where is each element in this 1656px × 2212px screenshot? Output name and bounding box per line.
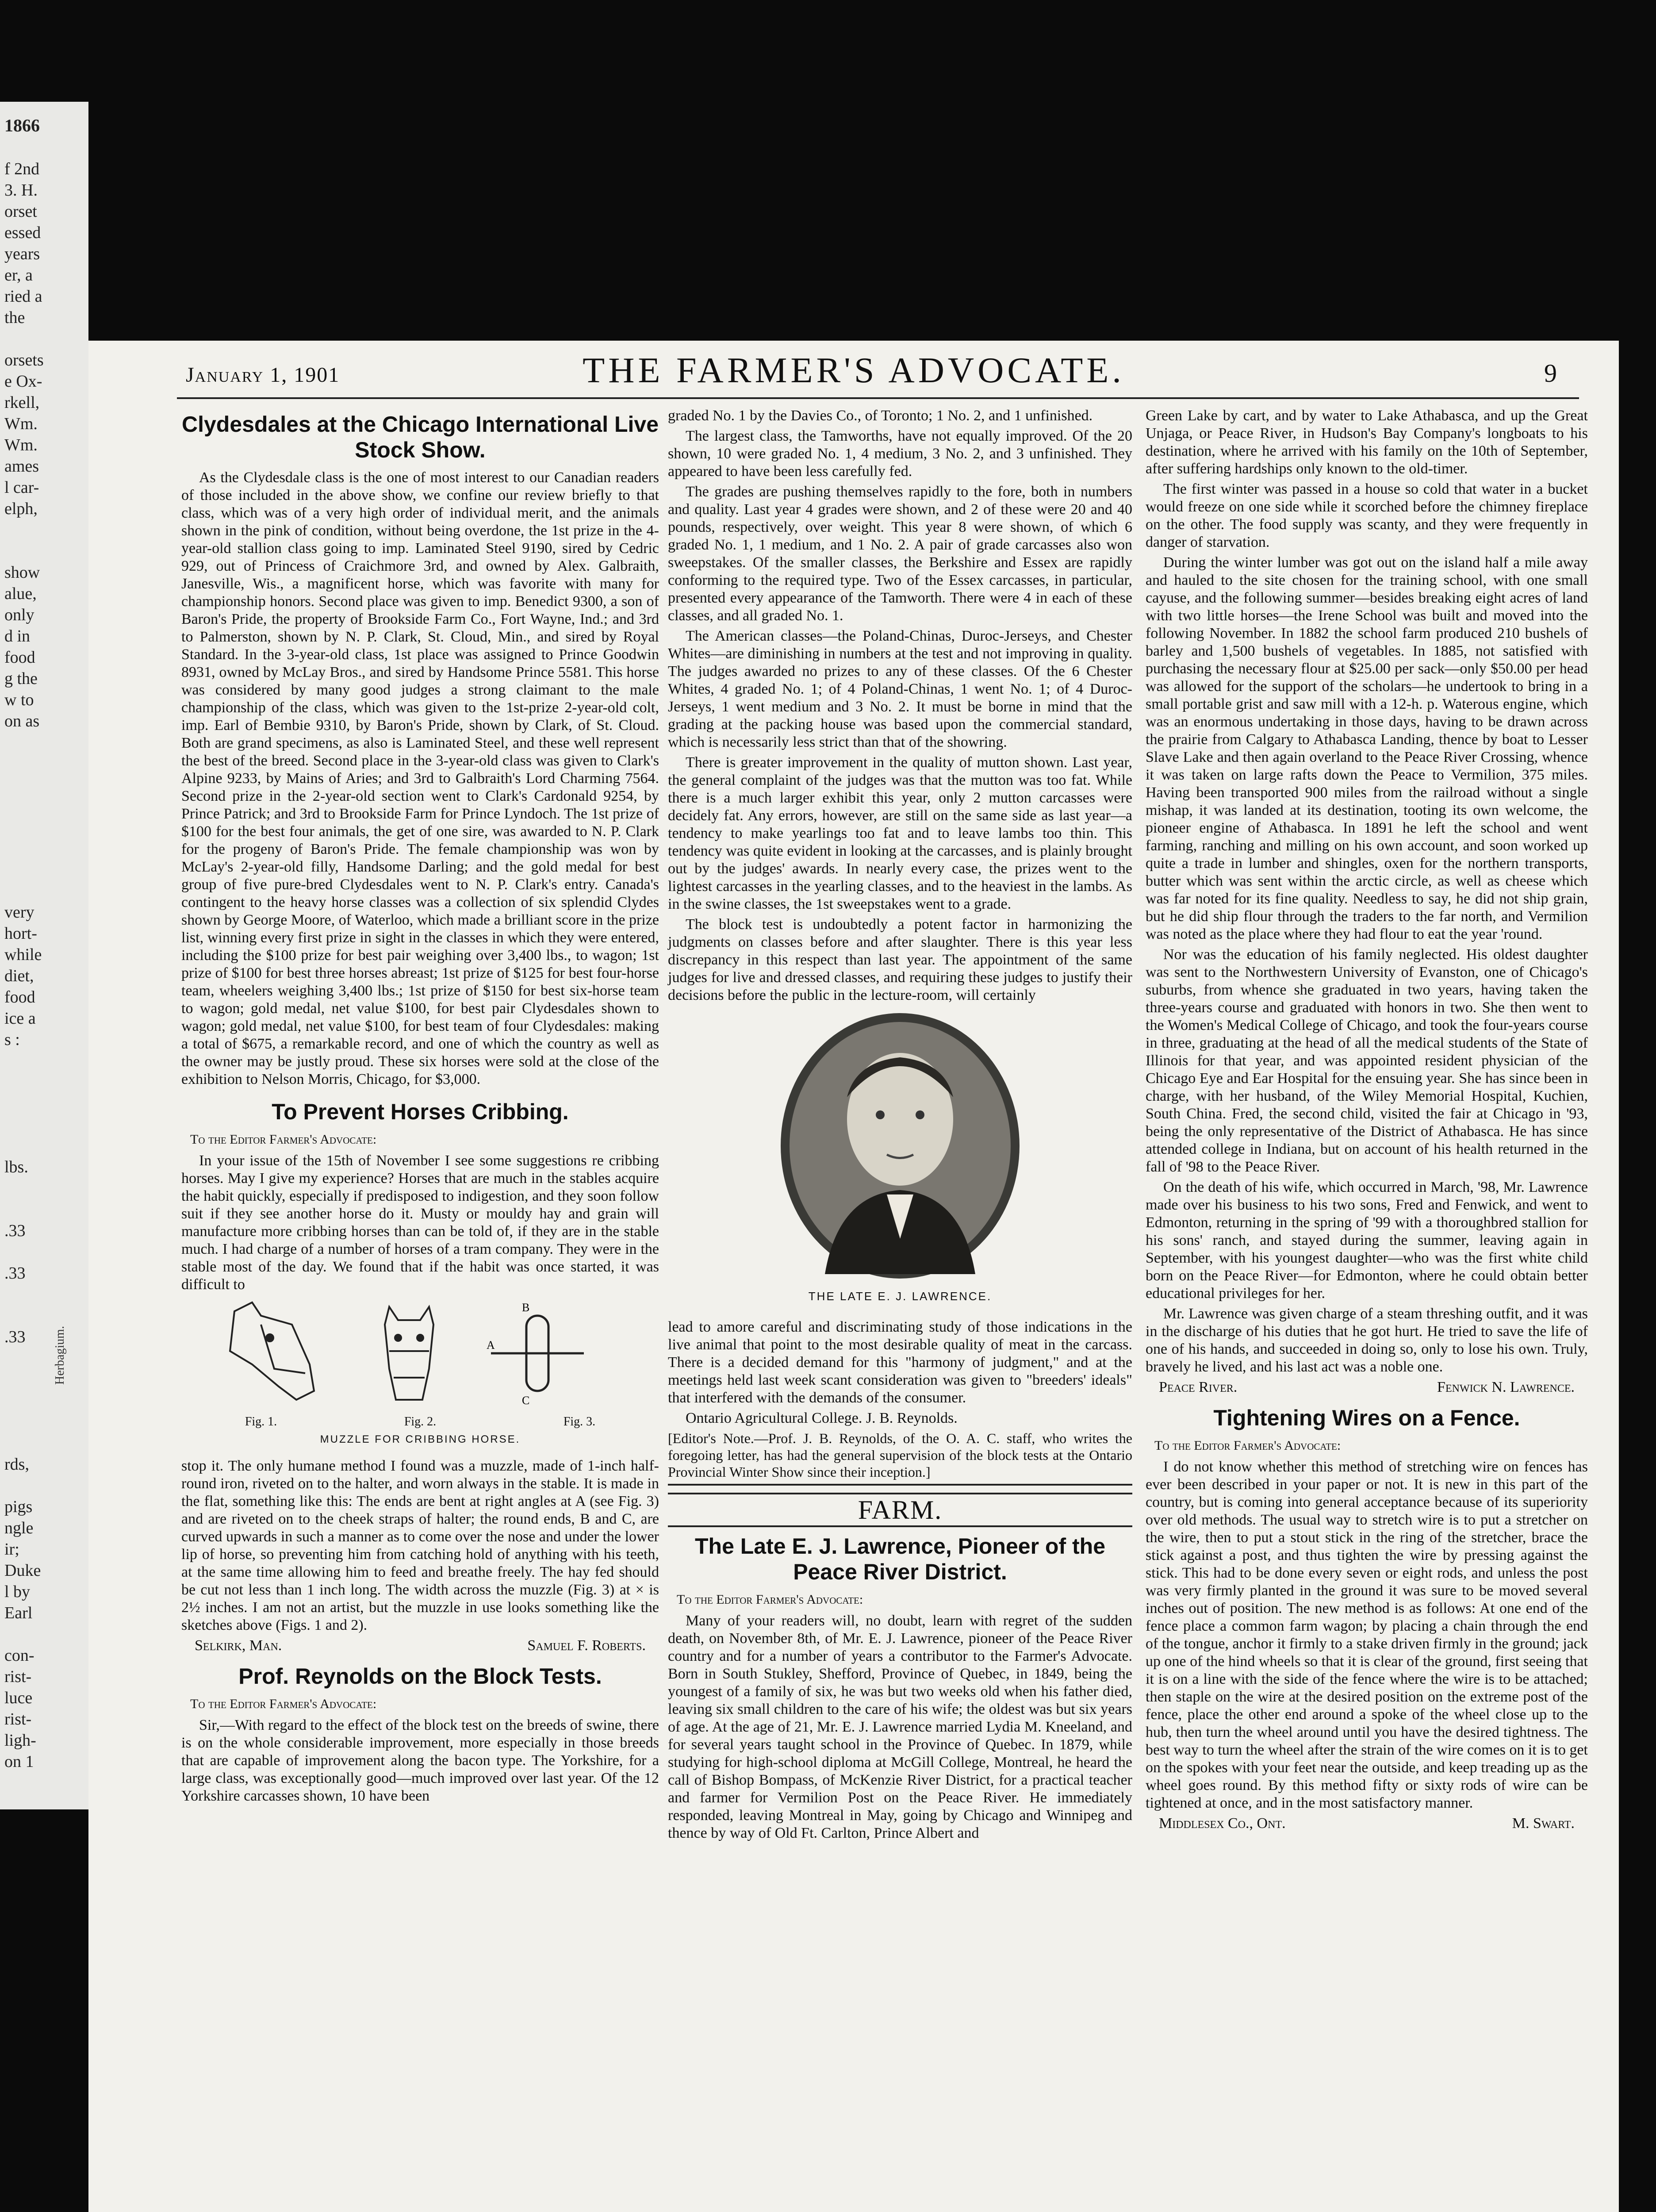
reynolds-continued-6: The block test is undoubtedly a potent factor in harmonizing the judgments on classes before and after slaughter. There is this year less discrepancy in this respect than last year. The appointment of the same judges for live and dressed classes, and requiring these judges to justify their decisions before the public in the lecture-room, will certainly	[668, 916, 1132, 1003]
reynolds-continued-5: There is greater improvement in the quality of mutton shown. Last year, the general complaint of the judges was that the mutton was too fat. While there is a much larger exhibit this year, only 2 mutton carcasses were decidely fat. Any errors, however, are still on the same side as last year—a tendency to make yearlings too fat and to leave lambs too thin. This tendency was quite evident in looking at the carcasses, and is plainly brought out by the judges' awards. In nearly every case, the prizes went to the lightest carcasses in the yearling classes, and to the heaviest in the lambs. As in the swine classes, the 1st sweepstakes went to a grade.	[668, 754, 1132, 912]
lawrence-author: Fenwick N. Lawrence.	[1437, 1379, 1575, 1395]
prev-page-fragment	[0, 1071, 88, 1093]
issue-date: January 1, 1901	[186, 363, 340, 387]
prev-page-fragment: food	[4, 648, 35, 667]
prev-page-fragment	[0, 1390, 88, 1411]
prev-page-fragment	[0, 1624, 88, 1645]
prev-page-fragment: ice a	[4, 1009, 36, 1028]
column-2	[668, 407, 1132, 1845]
prev-page-fragment: on 1	[4, 1752, 34, 1771]
prev-page-fragment: s :	[4, 1030, 20, 1049]
reynolds-continued-7: lead to amore careful and discriminating study of those indications in the live animal that point to the most desirable quality of meat in the carcass. There is a decided demand for this "harmony of judgment," and at the meetings held last week scant consideration was given to "breeders' ideals" that interfered with the demands of the consumer.	[668, 1319, 1132, 1406]
prev-page-fragment: rist-	[4, 1710, 32, 1728]
cribbing-place: Selkirk, Man.	[195, 1637, 282, 1654]
wires-place: Middlesex Co., Ont.	[1159, 1815, 1286, 1832]
fig-1-label: Fig. 1.	[245, 1415, 277, 1429]
wires-salutation: To the Editor Farmer's Advocate:	[1154, 1438, 1341, 1453]
cribbing-article-part1: In your issue of the 15th of November I see some suggestions re cribbing horses. May I give my experience? Horses that are much in the stables acquire the habit quickly, especially if predisposed to indigestion, and they soon follow suit if they see another horse do it. Musty or mouldy hay and grain will manufacture more cribbing horses than can be told of, if they are in the stable much. I had charge of a number of horses of a tram company. They were in the stable most of the day. We found that if the habit was once started, it was difficult to	[181, 1152, 659, 1293]
lawrence-continued-5: On the death of his wife, which occurred in March, '98, Mr. Lawrence made over his business to his two sons, Fred and Fenwick, and went to Edmonton, returning in the spring of '99 with a thoroughbred stallion for his sons' ranch, and stayed during the summer, leaving again in September, with his youngest daughter—who was the first white child born on the Peace River—for Edmonton, where he could obtain better educational privileges for her.	[1146, 1179, 1588, 1302]
prev-page-fragment	[0, 1050, 88, 1071]
reynolds-article: Sir,—With regard to the effect of the block test on the breeds of swine, there is on the whole considerable improvement, more especially in those breeds that are capable of improvement along the bacon type. The Yorkshire, for a large class, was exceptionally good—much improved over last year. Of the 12 Yorkshire carcasses shown, 10 have been	[181, 1717, 659, 1804]
prev-page-fragment	[0, 838, 88, 859]
lawrence-salutation: To the Editor Farmer's Advocate:	[677, 1592, 863, 1607]
prev-page-fragment	[0, 1135, 88, 1156]
prev-page-fragment: .33	[4, 1328, 26, 1346]
portrait-image	[776, 1009, 1024, 1283]
prev-page-fragment	[0, 541, 88, 562]
prev-page-fragment	[0, 1348, 88, 1369]
prev-page-fragment: only	[4, 606, 34, 624]
reynolds-headline: Prof. Reynolds on the Block Tests.	[238, 1664, 602, 1689]
prev-page-fragment: .33	[4, 1221, 26, 1240]
wires-signature	[1146, 1815, 1588, 1832]
prev-page-fragment: d in	[4, 627, 31, 645]
prev-page-fragment	[0, 880, 88, 902]
lawrence-continued-1: Green Lake by cart, and by water to Lake Athabasca, and up the Great Unjaga, or Peace River, in Hudson's Bay Company's longboats to his destination, where he arrived with his family on the 10th of September, after suffering hardships only known to the old-timer.	[1146, 407, 1588, 477]
prev-page-fragment: years	[4, 245, 40, 263]
prev-page-fragment: con-	[4, 1646, 34, 1665]
prev-page-fragment: ames	[4, 457, 39, 476]
prev-page-fragment	[0, 859, 88, 880]
reynolds-signature: Ontario Agricultural College. J. B. Reynolds.	[686, 1410, 958, 1426]
prev-page-text-fragments	[0, 158, 88, 1772]
lawrence-portrait	[668, 1009, 1132, 1305]
prev-page-fragment: ligh-	[4, 1731, 36, 1750]
cribbing-article-part2: stop it. The only humane method I found was a muzzle, made of 1-inch half-round iron, riveted on to the halter, and worn always in the stable. It is made in the flat, something like this: The ends are bent at right angles at A (see Fig. 3) and are riveted on to the cheek straps of halter; the round ends, B and C, are curved upwards in such a manner as to come over the nose and under the lower lip of horse, so preventing him from catching hold of anything with his teeth, at the same time allowing him to feed and breathe freely. The hay fed should be cut not less than 1 inch long. The width across the muzzle (Fig. 3) at × is 2½ inches. I am not an artist, but the muzzle in use looks something like the sketches above (Figs. 1 and 2).	[181, 1458, 659, 1633]
prev-page-fragment	[0, 1199, 88, 1220]
prev-page-fragment	[0, 1284, 88, 1305]
prev-page-fragment: Earl	[4, 1604, 33, 1622]
prev-page-fragment: essed	[4, 223, 41, 242]
prev-page-fragment: f 2nd	[4, 160, 40, 178]
prev-page-fragment: w to	[4, 691, 34, 709]
prev-page-fragment: l car-	[4, 478, 39, 497]
lawrence-continued-3: During the winter lumber was got out on the island half a mile away and hauled to the site chosen for the training school, with one small cayuse, and the following summer—besides breaking eight acres of land with two little horses—the Irene School was built and moved into the following November. In 1882 the school farm produced 210 bushels of barley and 1,500 bushels of vegetables. In 1885, not satisfied with purchasing the necessary flour at $25.00 per sack—only $50.00 per head was allowed for the support of the scholars—he undertook to bring in a small portable grist and saw mill with a 12-h. p. Waterous engine, which was an enormous undertaking in those days, having to be drawn across the prairie from Calgary to Athabasca Landing, thence by boat to Lesser Slave Lake and then again overland to the Peace River Crossing, whence it was taken on large rafts down the Peace to Vermilion, 375 miles. Having been transported 900 miles from the railroad without a single mishap, it was landed at its destination, tooting its own welcome, the pioneer engine of Athabasca. In 1891 he left the school and went farming, ranching and milling on his own account, and soon worked up quite a trade in lumber and shingles, oxen for the northern transports, butter which was sent within the arctic circle, as well as cheese which was far noted for its fine quality. Needless to say, he did not ship grain, but he did ship flour through the traders to the far north, and Vermilion was noted as the place where they had flour to eat the year 'round.	[1146, 554, 1588, 942]
prev-page-fragment	[0, 753, 88, 774]
fig-letter-b: B	[522, 1301, 530, 1314]
prev-page-fragment: orsets	[4, 351, 44, 369]
prev-page-fragment: ried a	[4, 287, 42, 306]
prev-page-fragment	[0, 1475, 88, 1496]
prev-page-rotated-label: Herbagium.	[53, 1326, 67, 1385]
previous-page-edge	[0, 102, 88, 1809]
horse-head-side-figure	[230, 1302, 314, 1400]
prev-page-fragment: hort-	[4, 924, 37, 943]
prev-page-fragment: rist-	[4, 1667, 32, 1686]
prev-page-fragment: ngle	[4, 1519, 34, 1537]
newspaper-page	[88, 341, 1619, 2212]
figure-caption: MUZZLE FOR CRIBBING HORSE.	[320, 1433, 521, 1445]
prev-page-fragment: 3. H.	[4, 181, 38, 200]
publication-title: THE FARMER'S ADVOCATE.	[583, 350, 1125, 390]
masthead-rule	[177, 397, 1579, 399]
prev-page-fragment: food	[4, 988, 35, 1006]
prev-page-fragment: while	[4, 945, 42, 964]
prev-page-fragment: ir;	[4, 1540, 19, 1559]
prev-page-fragment	[0, 1241, 88, 1263]
reynolds-continued-4: The American classes—the Poland-Chinas, Duroc-Jerseys, and Chester Whites—are diminishing in numbers at the test and not improving in quality. The judges awarded no prizes to any of these classes. Of the 6 Chester Whites, 4 graded No. 1; of 4 Poland-Chinas, 1 went No. 1; of 4 Duroc-Jerseys, 1 went medium and 3 No. 2. It must be borne in mind that the grading at the packing house was based upon the commercial standard, which is necessarily less strict than that of the showring.	[668, 628, 1132, 750]
prev-page-fragment: Wm.	[4, 436, 38, 454]
fig-2-label: Fig. 2.	[404, 1415, 437, 1429]
reynolds-continued-1: graded No. 1 by the Davies Co., of Toronto; 1 No. 2, and 1 unfinished.	[668, 407, 1093, 424]
prev-page-fragment	[0, 519, 88, 541]
prev-page-fragment: .33	[4, 1264, 26, 1283]
prev-page-fragment: Duke	[4, 1561, 41, 1580]
prev-page-fragment	[0, 795, 88, 817]
reynolds-continued-2: The largest class, the Tamworths, have not equally improved. Of the 20 shown, 10 were graded No. 1, 4 medium, 3 No. 2, and 3 unfinished. They appeared to have been less carefully fed.	[668, 428, 1132, 480]
prev-page-year: 1866	[4, 115, 40, 135]
prev-page-fragment: show	[4, 563, 40, 582]
prev-page-fragment: er, a	[4, 266, 33, 284]
prev-page-fragment: pigs	[4, 1498, 33, 1516]
horse-head-front-figure	[385, 1307, 433, 1400]
prev-page-fragment: elph,	[4, 499, 38, 518]
cribbing-signature	[181, 1637, 659, 1655]
prev-page-fragment	[0, 1411, 88, 1432]
page-number: 9	[1544, 359, 1557, 388]
prev-page-fragment	[0, 817, 88, 838]
prev-page-fragment: diet,	[4, 967, 34, 985]
prev-page-fragment	[0, 1114, 88, 1135]
prev-page-fragment	[0, 732, 88, 753]
lawrence-continued-2: The first winter was passed in a house so cold that water in a bucket would freeze on one side while it scorched before the chimney fireplace on the other. The food supply was scanty, and they were frequently in danger of starvation.	[1146, 481, 1588, 550]
lawrence-signature	[1146, 1379, 1588, 1396]
prev-page-fragment: very	[4, 903, 34, 922]
prev-page-fragment: Wm.	[4, 415, 38, 433]
wires-headline: Tightening Wires on a Fence.	[1213, 1406, 1520, 1430]
prev-page-fragment: l by	[4, 1582, 31, 1601]
cribbing-salutation: To the Editor Farmer's Advocate:	[190, 1132, 377, 1147]
prev-page-fragment: the	[4, 308, 25, 327]
clydesdale-article: As the Clydesdale class is the one of most interest to our Canadian readers of those included in the above show, we confine our review briefly to that class, which was of a very high order of individual merit, and the animals shown in the pink of condition, without being overdone, the 1st prize in the 4-year-old stallion class going to imp. Laminated Steel 9190, sired by Cedric 929, out of Princess of Craichmore 3rd, and owned by Alex. Galbraith, Janesville, Wis., a magnificent horse, which was favorite with many for championship honors. Second place was given to imp. Benedict 9300, a son of Baron's Pride, the property of Brookside Farm Co., Fort Wayne, Ind.; and 3rd to Palmerston, shown by N. P. Clark, St. Cloud, Min., and sired by Royal Standard. In the 3-year-old class, 1st place was assigned to Prince Goodwin 8931, owned by McLay Bros., and sired by Handsome Prince 5581. This horse was considered by many good judges a strong claimant to the male championship of the class, which was given to the 1st-prize 2-year-old colt, imp. Earl of Bembie 9310, by Baron's Pride, shown by Clark, of St. Cloud. Both are grand specimens, as also is Laminated Steel, and these well represent the best of the breed. Second place in the 3-year-old class was given to Clark's Alpine 9233, by Mains of Aries; and 3rd to Galbraith's Lord Charming 7564. Second prize in the 2-year-old section went to Clark's Cardonald 9254, by Prince Patrick; and 3rd to Brookside Farm for Prince Lyndoch. The 1st prize of $100 for the best four animals, the get of one sire, was awarded to N. P. Clark for the progeny of Baron's Pride. The female championship was won by McLay's 2-year-old filly, Handsome Darling; and the gold medal for best group of five pure-bred Clydesdales went to N. P. Clark's entry. Canada's contingent to the heavy horse classes was a collection of six splendid Clydes shown by George Moore, of Waterloo, which made a brilliant score in the prize list, winning every first prize in sight in the classes in which they were entered, including the $100 prize for best pair weighing over 3,400 lbs., to wagon; 1st prize of $100 for best three horses abreast; 1st prize of $125 for best four-horse team, wheelers weighing 3,400 lbs.; 1st prize of $150 for best six-horse team to wagon; gold medal, net value $100, for best pair Clydesdales shown to wagon; gold medal, net value $100, for best team of four Clydesdales: making a total of $675, a remarkable record, and one of which the country as well as the owner may be justly proud. These six horses were sold at the close of the exhibition to Nelson Morris, Chicago, for $3,000.	[181, 469, 659, 1087]
lawrence-article: Many of your readers will, no doubt, learn with regret of the sudden death, on November 8th, of Mr. E. J. Lawrence, pioneer of the Peace River country and for a number of years a contributor to the Farmer's Advocate. Born in South Stukley, Shefford, Province of Quebec, in 1849, being the youngest of a family of six, he was but two weeks old when his father died, leaving six small children to the care of his wife; the oldest was but six years of age. At the age of 21, Mr. E. J. Lawrence married Lydia M. Kneeland, and for several years taught school in the Province of Quebec. In 1879, while studying for high-school diploma at McGill College, Montreal, he heard the call of Bishop Bompass, of McKenzie River District, for a practical teacher and farmer for Vermilion Post on the Peace River. He immediately responded, leaving Montreal in May, going by Chicago and Winnipeg and thence by way of Old Ft. Carlton, Prince Albert and	[668, 1613, 1132, 1841]
prev-page-fragment: lbs.	[4, 1158, 28, 1176]
column-3	[1146, 407, 1588, 1841]
prev-page-fragment	[0, 1305, 88, 1326]
fig-3-label: Fig. 3.	[563, 1415, 596, 1429]
prev-page-fragment: rkell,	[4, 393, 40, 412]
muzzle-figures	[181, 1298, 659, 1448]
prev-page-fragment: e Ox-	[4, 372, 42, 391]
reynolds-salutation: To the Editor Farmer's Advocate:	[190, 1697, 377, 1711]
prev-page-fragment	[0, 1432, 88, 1454]
muzzle-illustration	[181, 1298, 659, 1409]
prev-page-fragment: luce	[4, 1689, 33, 1707]
column-1	[181, 407, 659, 1808]
muzzle-frame-figure	[491, 1316, 584, 1391]
wires-article: I do not know whether this method of stretching wire on fences has ever been described in your paper or not. It is new in this part of the country, but is coming into general acceptance because of its superiority over old methods. The usual way to stretch wire is to put a stretcher on the wire, then to put a stout stick in the ring of the stretcher, brace the stick against a post, and thus tighten the wire by pressing against the stick. This had to be done every seven or eight rods, and unless the post was very firmly planted in the ground it was sure to be moved several inches out of position. The new method is as follows: At one end of the fence place a common farm wagon; by placing a chain through the end of the tongue, anchor it firmly to a stake driven firmly in the ground; jack up one of the hind wheels so that it is clear of the ground, first seeing that it is on a line with the side of the fence where the wire is to be attached; then staple on the wire at the desired position on the extreme post of the fence, place the other end around a spoke of the wheel close up to the hub, then turn the wheel around until you have the desired tightness. The best way to turn the wheel after the strain of the wire comes on it is to get on the spokes with your feet near the outside, and keep treading up as the wheel goes round. By this method fifty or sixty rods of wire can be tightened at once, and in the most satisfactory manner.	[1146, 1459, 1588, 1811]
prev-page-fragment: alue,	[4, 584, 37, 603]
farm-section-banner: FARM.	[668, 1493, 1132, 1527]
prev-page-fragment	[0, 1178, 88, 1199]
fig-letter-c: C	[522, 1394, 530, 1407]
lawrence-continued-6: Mr. Lawrence was given charge of a steam threshing outfit, and it was in the discharge of his duties that he got hurt. He tried to save the life of one of his hands, and succeeded in doing so, only to lose his own. Truly, bravely he lived, and his last act was a noble one.	[1146, 1306, 1588, 1375]
reynolds-continued-3: The grades are pushing themselves rapidly to the fore, both in numbers and quality. Last year 4 grades were shown, and 2 of these were 20 and 40 pounds, respectively, over weight. This year 8 were shown, of which 6 graded No. 1, 1 medium, and 1 No. 2. A pair of grade carcasses also won sweepstakes. Of the smaller classes, the Berkshire and Essex are rapidly conforming to the required type. Two of the Essex carcasses, in particular, presented every appearance of the Tamworth. There were 4 in each of these classes, and all graded No. 1.	[668, 484, 1132, 624]
lawrence-continued-4: Nor was the education of his family neglected. His oldest daughter was sent to the Northwestern University of Evanston, one of Chicago's suburbs, from whence she graduated in two years, having taken the three-years course and graduated with honors in two. She then went to the Women's Medical College of Chicago, and took the four-years course in three, graduating at the head of all the medical students of the State of Illinois for that year, and was appointed resident physician of the Chicago Eye and Ear Hospital for the ensuing year. She has since been in charge, with her husband, of the Wiley Memorial Hospital, Kuchien, South China. Fred, the second child, visited the fair at Chicago in '93, being the only representative of the District of Athabasca. He has since attended college in Indiana, but on account of his health returned in the fall of '98 to the Peace River.	[1146, 946, 1588, 1175]
fig-letter-a: A	[487, 1339, 495, 1352]
prev-page-fragment: g the	[4, 669, 38, 688]
prev-page-fragment: on as	[4, 712, 40, 730]
wires-author: M. Swart.	[1512, 1815, 1575, 1832]
prev-page-fragment: orset	[4, 202, 37, 221]
prev-page-fragment	[0, 328, 88, 349]
editors-note: [Editor's Note.—Prof. J. B. Reynolds, of the O. A. C. staff, who writes the foregoing letter, has had the general supervision of the block tests at the Ontario Provincial Winter Show since their inception.]	[668, 1430, 1132, 1486]
lawrence-place: Peace River.	[1159, 1379, 1238, 1395]
cribbing-author: Samuel F. Roberts.	[527, 1637, 646, 1654]
prev-page-fragment	[0, 774, 88, 795]
cribbing-headline: To Prevent Horses Cribbing.	[272, 1099, 569, 1124]
prev-page-fragment	[0, 1093, 88, 1114]
lawrence-headline: The Late E. J. Lawrence, Pioneer of the Peace River District.	[694, 1534, 1106, 1584]
prev-page-fragment	[0, 1369, 88, 1390]
clydesdale-headline: Clydesdales at the Chicago International Live Stock Show.	[181, 412, 659, 462]
portrait-caption: THE LATE E. J. LAWRENCE.	[808, 1290, 992, 1303]
prev-page-fragment: rds,	[4, 1455, 29, 1474]
